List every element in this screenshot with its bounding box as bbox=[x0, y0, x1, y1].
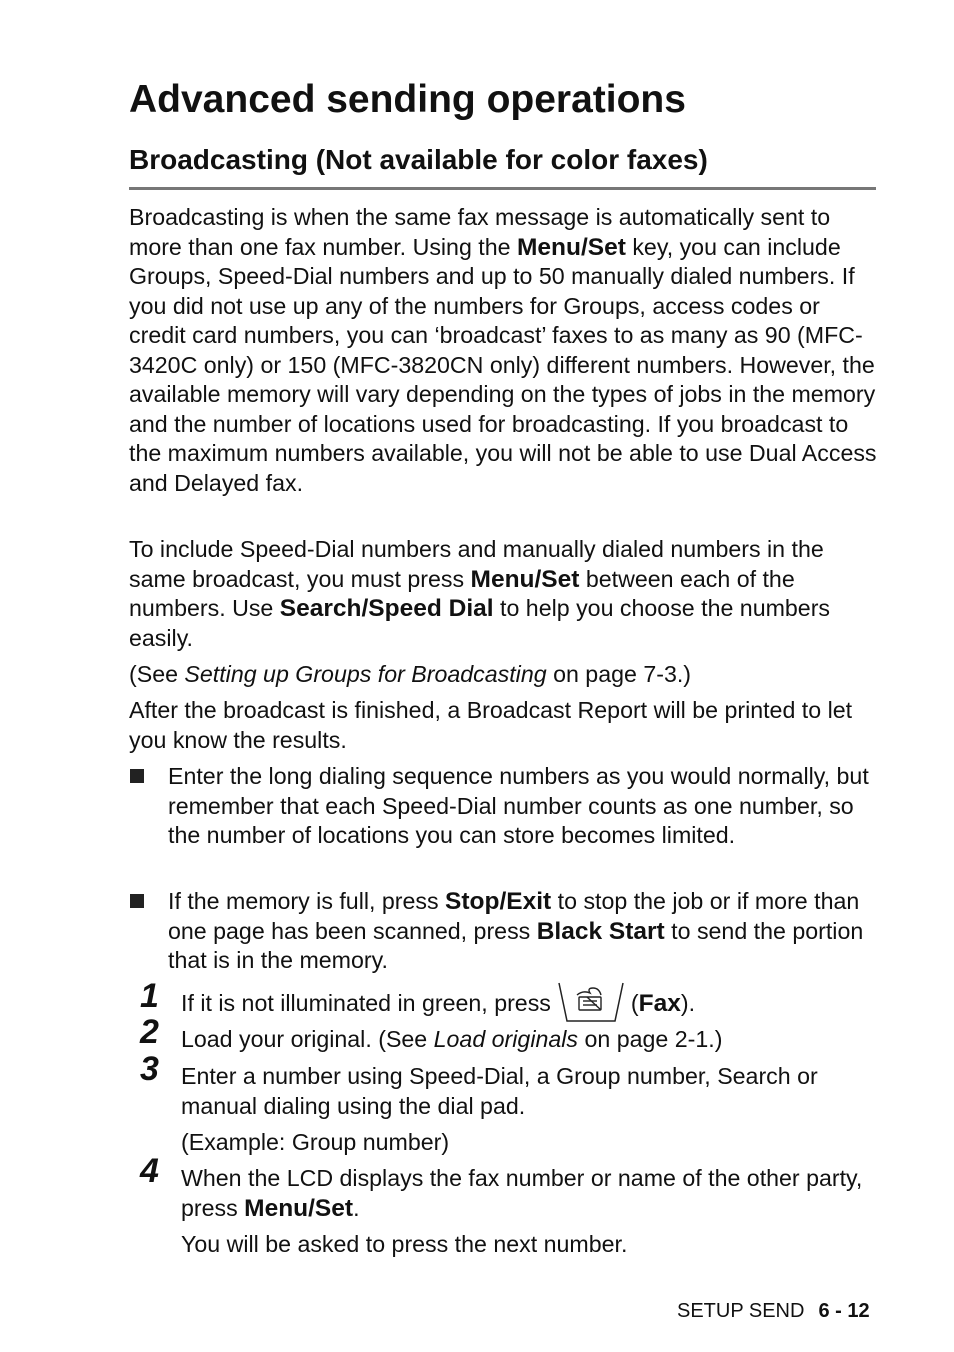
p2-key-menu-set: Menu/Set bbox=[470, 565, 580, 593]
p1-text-c: key, you can include Groups, Speed-Dial numbers and up to 50 manually dialed numbers. If you did not use up any of the numbers for Groups, access codes or credit card numbers, you can ‘broadcast’ faxes to as many as 90 (MFC-3420C only) or 150 (MFC-3820CN only) different numbers. However, the available memory will vary depending on the types of jobs in the memory and the number of locations used for broadcasting. If you broadcast to the maximum numbers available, you will not be able to use Dual Access and Delayed fax. bbox=[129, 233, 877, 496]
footer-section: SETUP SEND bbox=[677, 1300, 805, 1322]
step-note: You will be asked to press the next number. bbox=[181, 1231, 628, 1257]
step2-reference: Load originals bbox=[433, 1026, 579, 1052]
p1-key-menu-set: Menu/Set bbox=[516, 233, 626, 261]
step4-key-menu-set: Menu/Set bbox=[244, 1194, 354, 1222]
p3-text-c: on page 7-3.) bbox=[546, 661, 692, 687]
step-text bbox=[181, 1164, 877, 1223]
step2-text-c: on page 2-1.) bbox=[578, 1026, 723, 1052]
p2-text-e: to help you choose the numbers easily. bbox=[129, 595, 831, 651]
bullet-text-e: to send the portion that is in the memory. bbox=[168, 917, 864, 973]
paragraph-broadcast-report: After the broadcast is finished, a Broadcast Report will be printed to let you know the results. bbox=[129, 697, 853, 753]
fax-button-icon bbox=[557, 981, 625, 1025]
step-number: 3 bbox=[140, 1050, 159, 1088]
bullet-text-c: to stop the job or if more than one page has been scanned, press bbox=[168, 888, 860, 944]
step1-paren-open: ( bbox=[630, 990, 639, 1016]
bullet-text bbox=[168, 887, 877, 976]
page-footer bbox=[677, 1300, 870, 1323]
paragraph-broadcast-intro bbox=[129, 203, 877, 498]
key-fax: Fax bbox=[638, 990, 681, 1017]
p1-text-a: Broadcasting is when the same fax message is automatically sent to more than one fax number. Using the bbox=[129, 204, 831, 260]
bullet-text: Enter the long dialing sequence numbers as you would normally, but remember that each Speed-Dial number counts as one number, so the number of locations you can store becomes limited. bbox=[168, 763, 869, 848]
page-number: 6 - 12 bbox=[818, 1300, 870, 1322]
step1-text-a: If it is not illuminated in green, press bbox=[181, 990, 551, 1016]
step1-paren-close: ). bbox=[680, 990, 696, 1016]
step4-text-a: When the LCD displays the fax number or name of the other party, press bbox=[181, 1165, 863, 1221]
p3-text-a: (See bbox=[129, 661, 185, 687]
step-text bbox=[181, 1025, 877, 1055]
step-number: 4 bbox=[140, 1152, 159, 1190]
bullet-text-a: If the memory is full, press bbox=[168, 888, 446, 914]
step-number: 1 bbox=[140, 977, 159, 1015]
square-bullet-icon bbox=[130, 769, 144, 783]
key-stop-exit: Stop/Exit bbox=[445, 888, 552, 915]
step4-text-c: . bbox=[353, 1194, 360, 1221]
page-heading: Advanced sending operations bbox=[129, 78, 686, 121]
section-title: Broadcasting (Not available for color faxes) bbox=[129, 144, 708, 175]
step-text bbox=[181, 989, 877, 1019]
p3-reference-title: Setting up Groups for Broadcasting bbox=[184, 661, 547, 687]
p2-text-c: between each of the numbers. Use bbox=[129, 565, 795, 621]
step-note: (Example: Group number) bbox=[181, 1129, 450, 1155]
key-black-start: Black Start bbox=[536, 917, 665, 945]
paragraph-include-numbers bbox=[129, 535, 877, 653]
square-bullet-icon bbox=[130, 894, 144, 908]
p2-text-a: To include Speed-Dial numbers and manually dialed numbers in the same broadcast, you must press bbox=[129, 536, 824, 592]
step-number: 2 bbox=[140, 1013, 159, 1051]
p2-key-search-speed-dial: Search/Speed Dial bbox=[279, 595, 494, 622]
step-text: Enter a number using Speed-Dial, a Group number, Search or manual dialing using the dial pad. bbox=[181, 1063, 818, 1119]
section-rule bbox=[129, 187, 876, 190]
step2-text-a: Load your original. (See bbox=[181, 1026, 434, 1052]
paragraph-see-reference bbox=[129, 660, 877, 690]
